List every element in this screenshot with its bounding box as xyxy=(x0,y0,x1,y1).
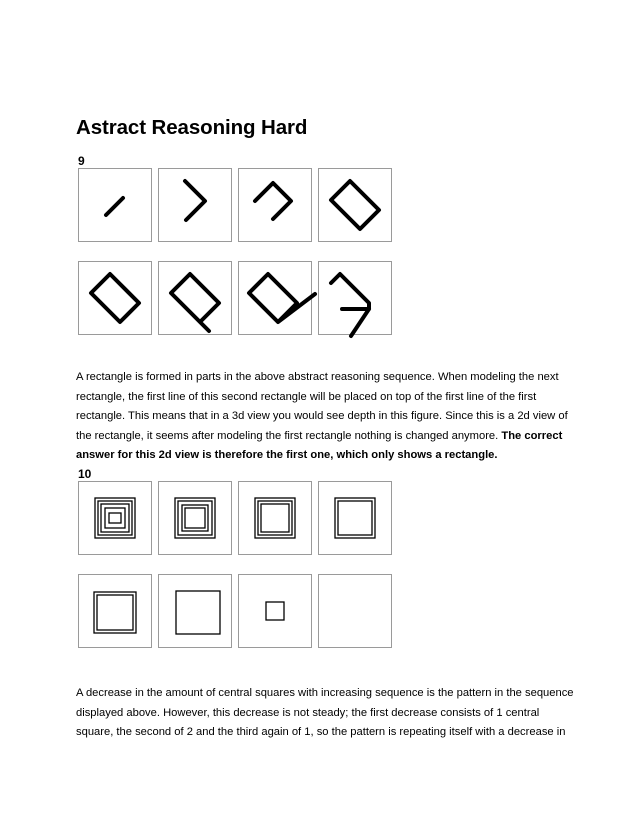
q9-option-2 xyxy=(158,261,232,335)
q10-option-1 xyxy=(78,574,152,648)
q10-figure-3 xyxy=(238,481,312,555)
q10-text-line-2: displayed above. However, this decrease is not steady; the first decrease consists of 1 central xyxy=(76,706,540,719)
q10-figure-2 xyxy=(158,481,232,555)
q10-option-4 xyxy=(318,574,392,648)
q9-figure-2 xyxy=(158,168,232,242)
page-title: Astract Reasoning Hard xyxy=(76,116,308,139)
q9-option-3 xyxy=(238,261,312,335)
q10-text-line-1: A decrease in the amount of central squares with increasing sequence is the pattern in the sequence xyxy=(76,687,574,699)
q9-figure-3 xyxy=(238,168,312,242)
q9-text-line-2: rectangle, the first line of this second rectangle will be placed on top of the first line of the first xyxy=(76,390,537,403)
q9-text-line-4: the rectangle, it seems after modeling the first rectangle nothing is changed anymore. xyxy=(76,429,499,442)
q10-text-line-3: square, the second of 2 and the third again of 1, so the pattern is repeating itself with a decrease in xyxy=(76,726,566,738)
q9-option-4 xyxy=(318,261,392,335)
q9-figure-4 xyxy=(318,168,392,242)
question-10-explanation xyxy=(76,684,576,743)
question-9-explanation xyxy=(76,368,576,466)
q10-option-2 xyxy=(158,574,232,648)
question-9-number: 9 xyxy=(78,154,85,168)
q10-figure-4 xyxy=(318,481,392,555)
q10-figure-1 xyxy=(78,481,152,555)
q9-answer-line: answer for this 2d view is therefore the first one, which only shows a rectangle. xyxy=(76,449,498,461)
q9-text-line-3: rectangle. This means that in a 3d view you would see depth in this figure. Since this is a 2d view of xyxy=(76,410,568,422)
q9-answer-lead: The correct xyxy=(501,429,563,442)
q9-figure-1 xyxy=(78,168,152,242)
q9-text-line-1: A rectangle is formed in parts in the above abstract reasoning sequence. When modeling the next xyxy=(76,371,559,383)
q9-option-1 xyxy=(78,261,152,335)
question-10-number: 10 xyxy=(78,467,92,481)
q10-option-3 xyxy=(238,574,312,648)
